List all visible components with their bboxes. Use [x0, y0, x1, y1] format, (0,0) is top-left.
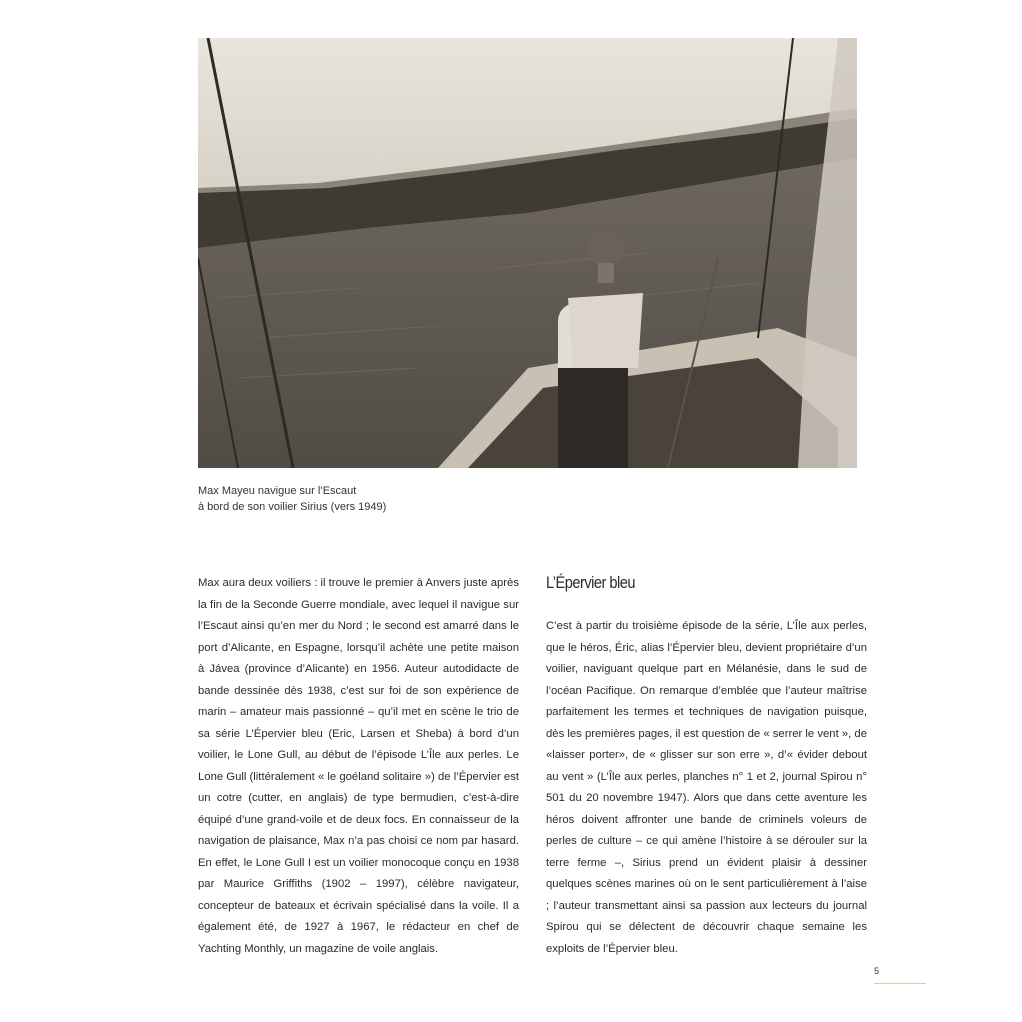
- sailing-photo: [198, 38, 857, 468]
- photo-caption: [198, 483, 518, 515]
- caption-line-2: à bord de son voilier Sirius (vers 1949): [198, 501, 387, 513]
- photo-illustration: [198, 38, 857, 468]
- caption-line-1: Max Mayeu navigue sur l’Escaut: [198, 485, 357, 497]
- left-column-body: Max aura deux voiliers : il trouve le premier à Anvers juste après la fin de la Seconde Guerre mondiale, avec lequel il navigue sur l’Escaut ainsi qu’en mer du Nord ; le second est amarré dans le port d’Alicante, en Espagne, lorsqu’il achète une petite maison à Jávea (province d’Alicante) en 1956. Auteur autodidacte de bande dessinée dès 1938, c’est sur foi de son expérience de marin – amateur mais passionné – qu’il met en scène le trio de sa série L’Épervier bleu (Eric, Larsen et Sheba) à bord d’un voilier, le Lone Gull, au début de l’épisode L’Île aux perles. Le Lone Gull (littéralement « le goéland solitaire ») de l’Épervier est un cotre (cutter, en anglais) de type bermudien, c’est-à-dire équipé d’une grand-voile et de deux focs. En connaisseur de la navigation de plaisance, Max n’a pas choisi ce nom par hasard. En effet, le Lone Gull I est un voilier monocoque conçu en 1938 par Maurice Griffiths (1902 – 1997), célèbre navigateur, concepteur de bateaux et écrivain spécialisé dans la voile. Il a également été, de 1927 à 1967, le rédacteur en chef de Yachting Monthly, un magazine de voile anglais.: [198, 577, 519, 955]
- page-number: 5: [874, 966, 880, 976]
- section-heading: L’Épervier bleu: [546, 573, 635, 592]
- right-column-body: C’est à partir du troisième épisode de la série, L’Île aux perles, que le héros, Éric, alias l’Épervier bleu, devient propriétaire d’un voilier, naviguant quelque part en Mélanésie, dans le sud de l’océan Pacifique. On remarque d’emblée que l’auteur maîtrise parfaitement les termes et techniques de navigation puisque, dès les premières pages, il est question de « serrer le vent », de «laisser porter», de « glisser sur son erre », d’« évider debout au vent » (L’Île aux perles, planches n° 1 et 2, journal Spirou n° 501 du 20 novembre 1947). Alors que dans cette aventure les héros doivent affronter une bande de criminels voleurs de perles de culture – ce qui amène l’histoire à se dérouler sur la terre ferme –, Sirius prend un évident plaisir à dessiner quelques scènes marines où on le sent particulièrement à l’aise ; l’auteur transmettant ainsi sa passion aux lecteurs du journal Spirou qui se délectent de découvrir chaque semaine les exploits de l’Épervier bleu.: [546, 620, 867, 955]
- page-number-rule: [874, 983, 926, 984]
